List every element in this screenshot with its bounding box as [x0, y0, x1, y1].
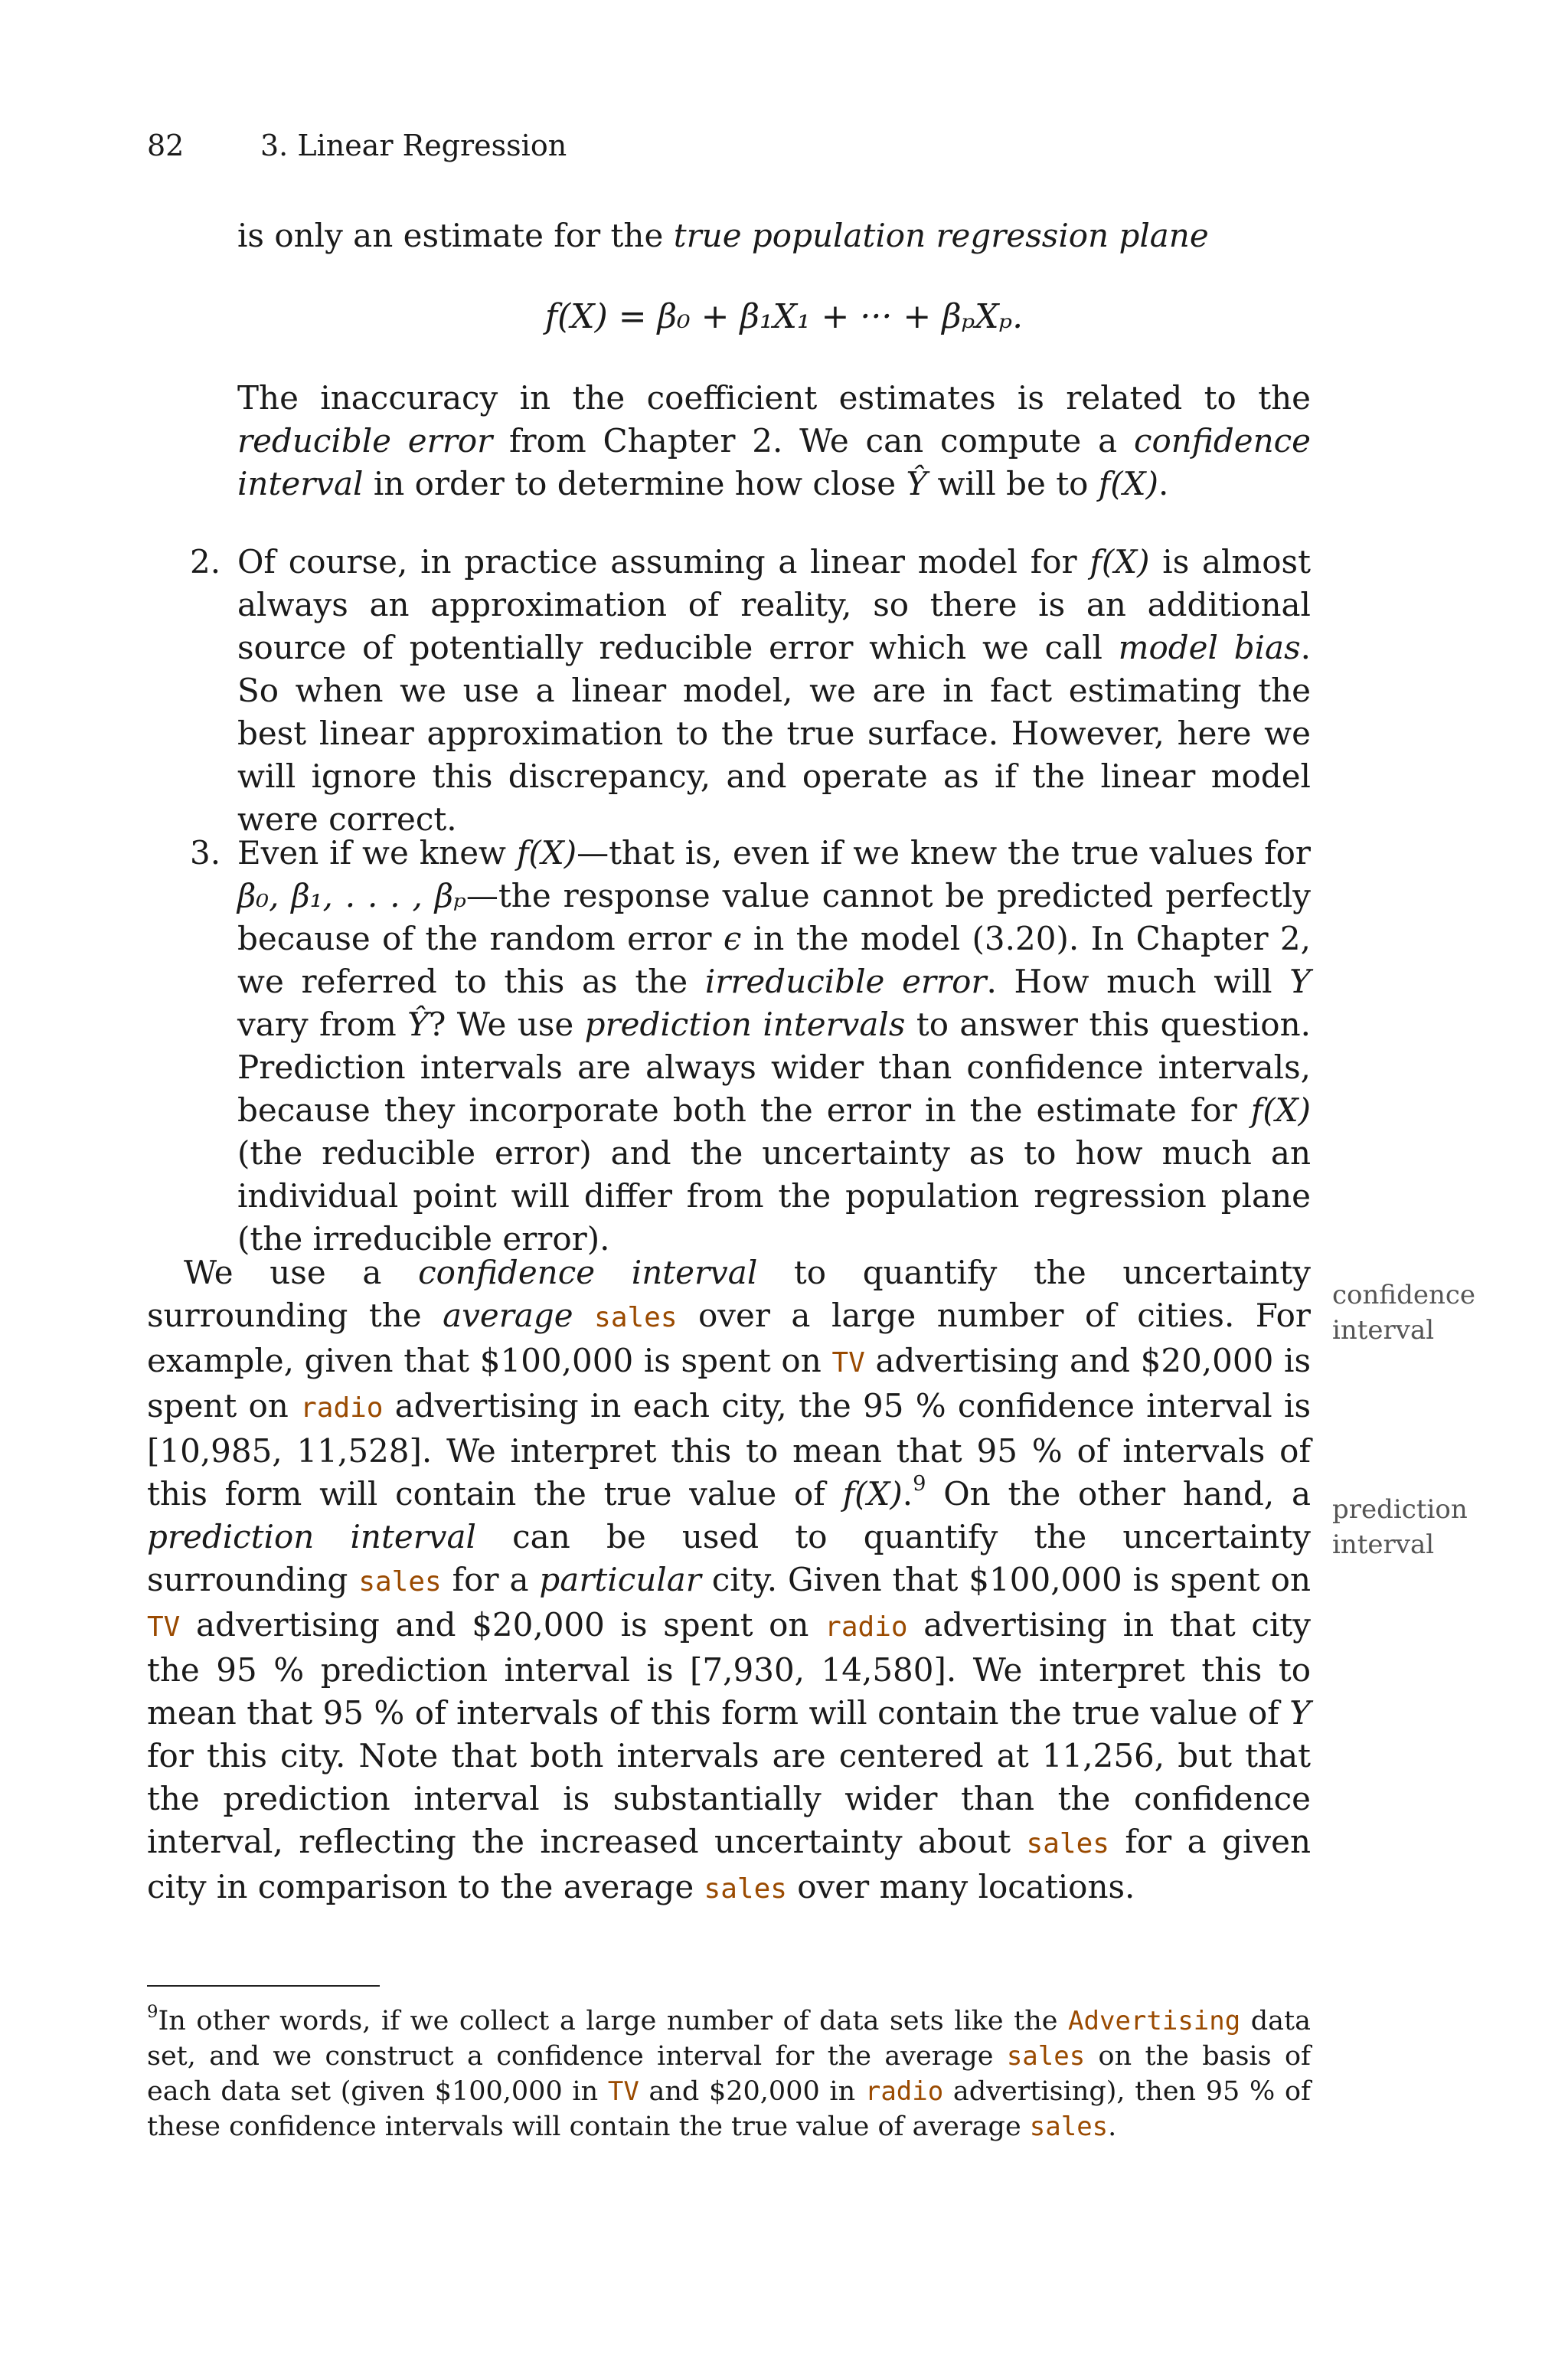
- term-model-bias: model bias: [1118, 629, 1301, 666]
- footnote-ref-9[interactable]: 9: [913, 1471, 926, 1496]
- margin-note-confidence-interval: confidence interval: [1332, 1280, 1476, 1346]
- list-number-3: 3.: [190, 834, 221, 872]
- code-radio: radio: [300, 1392, 384, 1424]
- margin-note-prediction-interval: prediction interval: [1332, 1494, 1468, 1560]
- term-confidence-interval: confidence interval: [237, 422, 1311, 502]
- term-confidence-interval-main: confidence interval: [418, 1254, 758, 1291]
- page-number: 82: [147, 129, 185, 162]
- term-irreducible-error: irreducible error: [704, 963, 987, 1000]
- footnote-9: $^9$In other words, if we collect a large number of data sets like the Advertising data set, and we construct a confidence interval for the average sales on the basis of each data set (given $100,000 in TV and $20,000 in radio advertising), then 95 % of these confidence intervals will contain the true value of average sales.: [147, 2002, 1311, 2142]
- intro-line: is only an estimate for the true population regression plane: [237, 217, 1209, 254]
- footnote-rule: [147, 1985, 380, 1987]
- list-number-2: 2.: [190, 543, 221, 581]
- term-prediction-interval: prediction interval: [147, 1518, 476, 1555]
- regression-equation: f(X) = β₀ + β₁X₁ + ··· + βₚXₚ.: [544, 297, 1024, 336]
- main-paragraph: We use a confidence interval to quantify the uncertainty surrounding the average sales over a large number of cities. For example, given that $100,000 is spent on TV advertising and $20,000 is spent on radio advertising in each city, the 95 % confidence interval is [10,985, 11,528]. We interpret this to mean that 95 % of intervals of this form will contain the true value of f(X).$^9$ On the other hand, a prediction interval can be used to quantify the uncertainty surrounding sales for a particular city. Given that $100,000 is spent on TV advertising and $20,000 is spent on radio advertising in that city the 95 % prediction interval is [7,930, 14,580]. We interpret this to mean that 95 % of intervals of this form will contain the true value of Y for this city. Note that both intervals are centered at 11,256, but that the prediction interval is substantially wider than the confidence interval, reflecting the increased uncertainty about sales for a given city in comparison to the average sales over many locations.: [147, 1254, 1312, 1905]
- running-head: [147, 129, 567, 162]
- code-tv: TV: [831, 1347, 865, 1379]
- footnote-mark: 9: [147, 2002, 158, 2023]
- list-item-2: 2. Of course, in practice assuming a linear model for f(X) is almost always an approximation of reality, so there is an additional source of potentially reducible error which we call model bias. So when we use a linear model, we are in fact estimating the best linear approximation to the true surface. However, here we will ignore this discrepancy, and operate as if the linear model were correct.: [237, 541, 1311, 841]
- term-reducible-error: reducible error: [237, 422, 493, 460]
- term-prediction-intervals: prediction intervals: [584, 1006, 906, 1043]
- list-item-3: 3. Even if we knew f(X)—that is, even if we knew the true values for β₀, β₁, . . . , βₚ—the response value cannot be predicted perfectly because of the random error ϵ in the model (3.20). In Chapter 2, we referred to this as the irreducible error. How much will Y vary from Ŷ? We use prediction intervals to answer this question. Prediction intervals are always wider than confidence intervals, because they incorporate both the error in the estimate for f(X) (the reducible error) and the uncertainty as to how much an individual point will differ from the population regression plane (the irreducible error).: [237, 832, 1311, 1261]
- code-advertising: Advertising: [1068, 2006, 1241, 2036]
- term-true-population-regression-plane: true population regression plane: [673, 217, 1209, 254]
- item-1-continuation: The inaccuracy in the coefficient estimates is related to the reducible error from Chapter 2. We can compute a confidence interval in order to determine how close Ŷ will be to f(X).: [237, 379, 1311, 502]
- code-sales: sales: [594, 1302, 678, 1333]
- chapter-title: 3. Linear Regression: [260, 129, 567, 162]
